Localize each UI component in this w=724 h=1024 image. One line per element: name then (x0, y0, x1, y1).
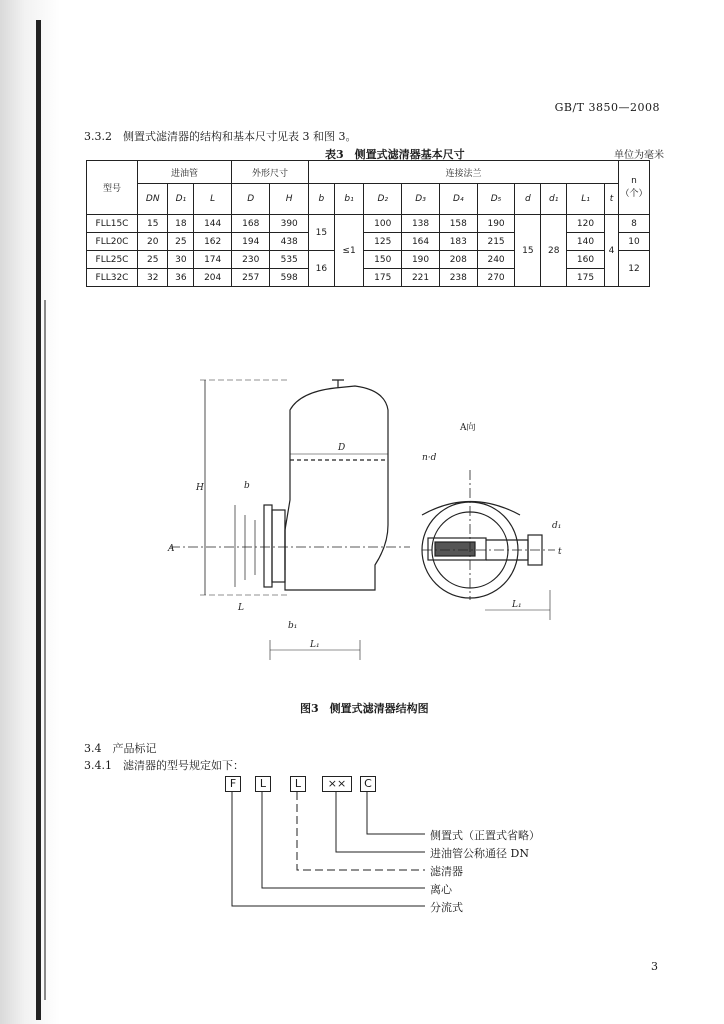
sym-D2: D₂ (364, 184, 402, 215)
cell-H: 390 (270, 215, 308, 233)
label-A-arrow: A (168, 544, 175, 554)
cell-L1: 140 (567, 233, 605, 251)
cell-L: 174 (194, 251, 232, 269)
cell-DN: 25 (138, 251, 168, 269)
th-model: 型号 (87, 161, 138, 215)
cell-D4: 158 (439, 215, 477, 233)
label-H: H (196, 483, 204, 493)
table-unit: 单位为毫米 (614, 150, 664, 161)
cell-D2: 175 (364, 269, 402, 287)
table-row (87, 215, 650, 233)
cell-L: 162 (194, 233, 232, 251)
label-A-view: A向 (460, 423, 476, 433)
cell-D5: 240 (477, 251, 515, 269)
dimension-table (86, 160, 650, 287)
cell-H: 438 (270, 233, 308, 251)
cell-DN: 15 (138, 215, 168, 233)
cell-model: FLL15C (87, 215, 138, 233)
code-box-C: C (360, 776, 376, 792)
code-box-xx: ×× (322, 776, 352, 792)
label-d1: d₁ (552, 521, 562, 531)
sym-L1: L₁ (567, 184, 605, 215)
cell-D3: 221 (402, 269, 440, 287)
code-box-L2: L (290, 776, 306, 792)
sym-DN: DN (138, 184, 168, 215)
sym-D3: D₃ (402, 184, 440, 215)
page-number: 3 (651, 960, 658, 973)
cell-t: 4 (604, 215, 618, 287)
cell-D1: 18 (168, 215, 194, 233)
th-n: n （个） (619, 161, 650, 215)
cell-model: FLL20C (87, 233, 138, 251)
cell-d: 15 (515, 215, 541, 287)
sym-D1: D₁ (168, 184, 194, 215)
cell-D4: 208 (439, 251, 477, 269)
binding-line (44, 300, 46, 1000)
cell-D: 230 (232, 251, 270, 269)
cell-H: 535 (270, 251, 308, 269)
label-b: b (244, 481, 250, 491)
sym-t: t (604, 184, 618, 215)
cell-b1: ≤1 (334, 215, 364, 287)
sym-H: H (270, 184, 308, 215)
legend-filter: 滤清器 (430, 865, 463, 878)
cell-L: 144 (194, 215, 232, 233)
cell-D1: 30 (168, 251, 194, 269)
cell-D5: 270 (477, 269, 515, 287)
th-inlet: 进油管 (138, 161, 232, 184)
cell-D5: 215 (477, 233, 515, 251)
cell-model: FLL32C (87, 269, 138, 287)
sym-d: d (515, 184, 541, 215)
cell-n: 10 (619, 233, 650, 251)
cell-DN: 32 (138, 269, 168, 287)
legend-centrifugal: 离心 (430, 883, 452, 896)
cell-D4: 238 (439, 269, 477, 287)
th-flange: 连接法兰 (308, 161, 618, 184)
cell-model: FLL25C (87, 251, 138, 269)
section-3-3-2: 3.3.2 侧置式滤清器的结构和基本尺寸见表 3 和图 3。 (84, 130, 357, 143)
standard-number: GB/T 3850—2008 (554, 101, 660, 114)
table-caption: 表3 侧置式滤清器基本尺寸 (325, 148, 465, 161)
sym-L: L (194, 184, 232, 215)
cell-D4: 183 (439, 233, 477, 251)
cell-D2: 100 (364, 215, 402, 233)
cell-d1: 28 (541, 215, 567, 287)
cell-DN: 20 (138, 233, 168, 251)
filter-structure-drawing (160, 370, 580, 670)
cell-D2: 150 (364, 251, 402, 269)
cell-L1: 120 (567, 215, 605, 233)
label-b1: b₁ (288, 621, 298, 631)
label-nd: n·d (422, 453, 437, 463)
section-3-4: 3.4 产品标记 (84, 742, 157, 755)
label-D: D (338, 443, 346, 453)
sym-D: D (232, 184, 270, 215)
cell-D3: 138 (402, 215, 440, 233)
label-L: L (238, 603, 244, 613)
cell-D1: 25 (168, 233, 194, 251)
cell-D: 194 (232, 233, 270, 251)
cell-b: 15 (308, 215, 334, 251)
code-box-L1: L (255, 776, 271, 792)
cell-D5: 190 (477, 215, 515, 233)
sym-D5: D₅ (477, 184, 515, 215)
cell-D1: 36 (168, 269, 194, 287)
cell-D2: 125 (364, 233, 402, 251)
label-L1-side: L₁ (310, 640, 320, 650)
cell-L1: 160 (567, 251, 605, 269)
th-outer: 外形尺寸 (232, 161, 309, 184)
cell-n: 12 (619, 251, 650, 287)
cell-D: 168 (232, 215, 270, 233)
legend-split-flow: 分流式 (430, 901, 463, 914)
legend-dn: 进油管公称通径 DN (430, 847, 529, 860)
label-t: t (558, 547, 562, 557)
legend-side: 侧置式（正置式省略） (430, 829, 540, 842)
binding-spine (36, 20, 41, 1020)
cell-H: 598 (270, 269, 308, 287)
cell-L1: 175 (567, 269, 605, 287)
figure-caption: 图3 侧置式滤清器结构图 (300, 702, 429, 715)
cell-D: 257 (232, 269, 270, 287)
label-L1-view: L₁ (512, 600, 522, 610)
cell-b: 16 (308, 251, 334, 287)
section-3-4-1: 3.4.1 滤清器的型号规定如下： (84, 759, 244, 772)
cell-D3: 190 (402, 251, 440, 269)
code-box-F: F (225, 776, 241, 792)
cell-D3: 164 (402, 233, 440, 251)
cell-L: 204 (194, 269, 232, 287)
code-leader-lines (220, 790, 430, 915)
sym-b: b (308, 184, 334, 215)
sym-b1: b₁ (334, 184, 364, 215)
cell-n: 8 (619, 215, 650, 233)
sym-d1: d₁ (541, 184, 567, 215)
sym-D4: D₄ (439, 184, 477, 215)
